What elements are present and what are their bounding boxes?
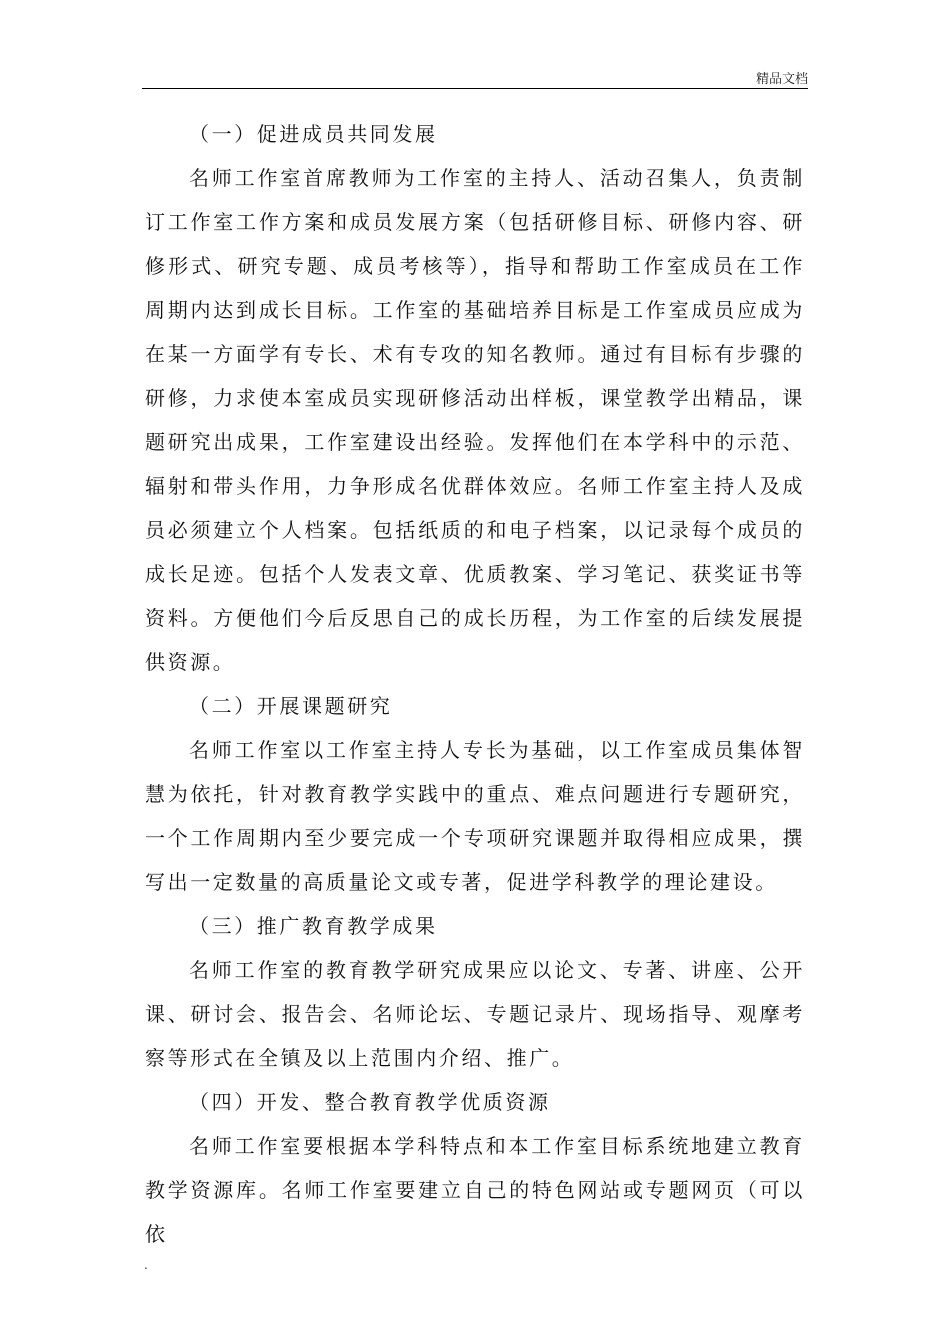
section-heading-2: （二）开展课题研究	[189, 694, 393, 718]
section-paragraph-1: 名师工作室首席教师为工作室的主持人、活动召集人，负责制订工作室工作方案和成员发展方案（包括研修目标、研修内容、研修形式、研究专题、成员考核等），指导和帮助工作室成员在工作周期内达到成长目标。工作室的基础培养目标是工作室成员应成为在某一方面学有专长、术有专攻的知名教师。通过有目标有步骤的研修，力求使本室成员实现研修活动出样板，课堂教学出精品，课题研究出成果，工作室建设出经验。发挥他们在本学科中的示范、辐射和带头作用，力争形成名优群体效应。名师工作室主持人及成员必须建立个人档案。包括纸质的和电子档案，以记录每个成员的成长足迹。包括个人发表文章、优质教案、学习笔记、获奖证书等资料。方便他们今后反思自己的成长历程，为工作室的后续发展提供资源。	[145, 166, 805, 674]
section-paragraph-2: 名师工作室以工作室主持人专长为基础，以工作室成员集体智慧为依托，针对教育教学实践中的重点、难点问题进行专题研究，一个工作周期内至少要完成一个专项研究课题并取得相应成果，撰写出一定数量的高质量论文或专著，促进学科教学的理论建设。	[145, 738, 805, 894]
section-heading-3: （三）推广教育教学成果	[189, 914, 438, 938]
header-label: 精品文档	[755, 72, 808, 87]
section-heading-4: （四）开发、整合教育教学优质资源	[189, 1090, 551, 1114]
document-body	[145, 112, 805, 1256]
section-paragraph-4: 名师工作室要根据本学科特点和本工作室目标系统地建立教育教学资源库。名师工作室要建立自己的特色网站或专题网页（可以依	[145, 1134, 805, 1246]
footer-mark: .	[144, 1258, 148, 1272]
section-heading-1: （一）促进成员共同发展	[189, 122, 438, 146]
header-divider	[142, 88, 808, 89]
section-paragraph-3: 名师工作室的教育教学研究成果应以论文、专著、讲座、公开课、研讨会、报告会、名师论坛、专题记录片、现场指导、观摩考察等形式在全镇及以上范围内介绍、推广。	[145, 958, 805, 1070]
